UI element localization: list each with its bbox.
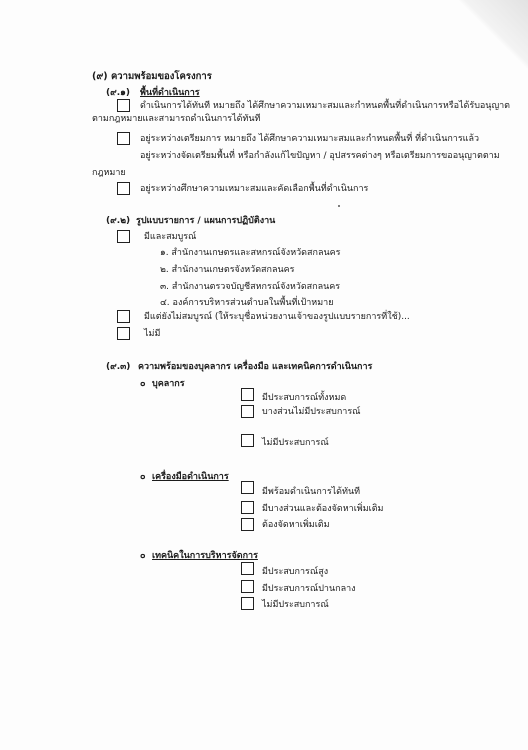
s91-title: พื้นที่ดำเนินการ bbox=[140, 88, 200, 98]
tools-label: เครื่องมือดำเนินการ bbox=[152, 472, 229, 482]
s91-opt2-checkbox[interactable] bbox=[117, 132, 130, 145]
tools-opt3: ต้องจัดหาเพิ่มเติม bbox=[262, 520, 330, 530]
s92-item-3: ๓. สำนักงานตรวจบัญชีสหกรณ์จังหวัดสกลนคร bbox=[160, 282, 341, 292]
s91-opt1-line1: ดำเนินการได้ทันที หมายถึง ได้ศึกษาความเหมาะสมและกำหนดพื้นที่ดำเนินการหรือได้รับอนุญาต bbox=[140, 101, 511, 111]
s93-title: ความพร้อมของบุคลากร เครื่องมือ และเทคนิคการดำเนินการ bbox=[138, 362, 373, 372]
s92-opt1: มีและสมบูรณ์ bbox=[144, 232, 197, 242]
techniques-opt3-checkbox[interactable] bbox=[241, 597, 254, 610]
personnel-opt1: มีประสบการณ์ทั้งหมด bbox=[262, 393, 347, 403]
personnel-opt3: ไม่มีประสบการณ์ bbox=[262, 438, 329, 448]
s91-opt1-checkbox[interactable] bbox=[117, 99, 130, 112]
s91-opt2-line1: อยู่ระหว่างเตรียมการ หมายถึง ได้ศึกษาความเหมาะสมและกำหนดพื้นที่ ที่ดำเนินการแล้ว bbox=[140, 134, 480, 144]
techniques-opt2: มีประสบการณ์ปานกลาง bbox=[262, 584, 356, 594]
s92-opt3: ไม่มี bbox=[144, 329, 161, 339]
s91-opt2-line2: อยู่ระหว่างจัดเตรียมพื้นที่ หรือกำลังแก้ไขปัญหา / อุปสรรคต่างๆ หรือเตรียมการขออนุญาตตาม bbox=[140, 151, 500, 161]
section-title: (๙) ความพร้อมของโครงการ bbox=[92, 71, 212, 82]
s92-opt2: มีแต่ยังไม่สมบูรณ์ (ให้ระบุชื่อหน่วยงานเจ้าของรูปแบบรายการที่ใช้)... bbox=[144, 312, 410, 322]
personnel-opt1-checkbox[interactable] bbox=[241, 388, 254, 401]
personnel-bullet: ๐ bbox=[140, 379, 146, 389]
tools-opt2: มีบางส่วนและต้องจัดหาเพิ่มเติม bbox=[262, 504, 384, 514]
s92-opt1-checkbox[interactable] bbox=[117, 230, 130, 243]
techniques-opt1: มีประสบการณ์สูง bbox=[262, 567, 329, 577]
s91-opt3: อยู่ระหว่างศึกษาความเหมาะสมและคัดเลือกพื้นที่ดำเนินการ bbox=[140, 184, 369, 194]
techniques-opt2-checkbox[interactable] bbox=[241, 580, 254, 593]
s91-opt1-line2: ตามกฎหมายและสามารถดำเนินการได้ทันที bbox=[92, 114, 261, 124]
personnel-opt2-checkbox[interactable] bbox=[241, 405, 254, 418]
s93-heading: (๙.๓) bbox=[106, 362, 131, 372]
tools-opt2-checkbox[interactable] bbox=[241, 501, 254, 514]
personnel-opt2: บางส่วนไม่มีประสบการณ์ bbox=[262, 407, 361, 417]
techniques-opt1-checkbox[interactable] bbox=[241, 562, 254, 575]
personnel-label: บุคลากร bbox=[152, 379, 185, 389]
speck-mark bbox=[338, 205, 340, 207]
s92-heading: (๙.๒) bbox=[106, 216, 131, 226]
tools-opt1: มีพร้อมดำเนินการได้ทันที bbox=[262, 487, 361, 497]
s91-heading: (๙.๑) bbox=[106, 88, 130, 98]
techniques-opt3: ไม่มีประสบการณ์ bbox=[262, 600, 329, 610]
page-fold-corner bbox=[458, 0, 528, 70]
s92-item-4: ๔. องค์การบริหารส่วนตำบลในพื้นที่เป้าหมาย bbox=[160, 298, 334, 308]
techniques-label: เทคนิคในการบริหารจัดการ bbox=[152, 551, 258, 561]
personnel-opt3-checkbox[interactable] bbox=[241, 434, 254, 447]
s92-opt3-checkbox[interactable] bbox=[117, 327, 130, 340]
tools-opt3-checkbox[interactable] bbox=[241, 518, 254, 531]
s91-opt3-checkbox[interactable] bbox=[117, 182, 130, 195]
s92-title: รูปแบบรายการ / แผนการปฏิบัติงาน bbox=[136, 216, 276, 226]
s92-opt2-checkbox[interactable] bbox=[117, 310, 130, 323]
tools-opt1-checkbox[interactable] bbox=[241, 481, 254, 494]
techniques-bullet: ๐ bbox=[140, 551, 146, 561]
s92-item-1: ๑. สำนักงานเกษตรและสหกรณ์จังหวัดสกลนคร bbox=[160, 248, 341, 258]
s92-item-2: ๒. สำนักงานเกษตรจังหวัดสกลนคร bbox=[160, 265, 295, 275]
s91-opt2-line3: กฎหมาย bbox=[92, 168, 126, 178]
tools-bullet: ๐ bbox=[140, 472, 146, 482]
